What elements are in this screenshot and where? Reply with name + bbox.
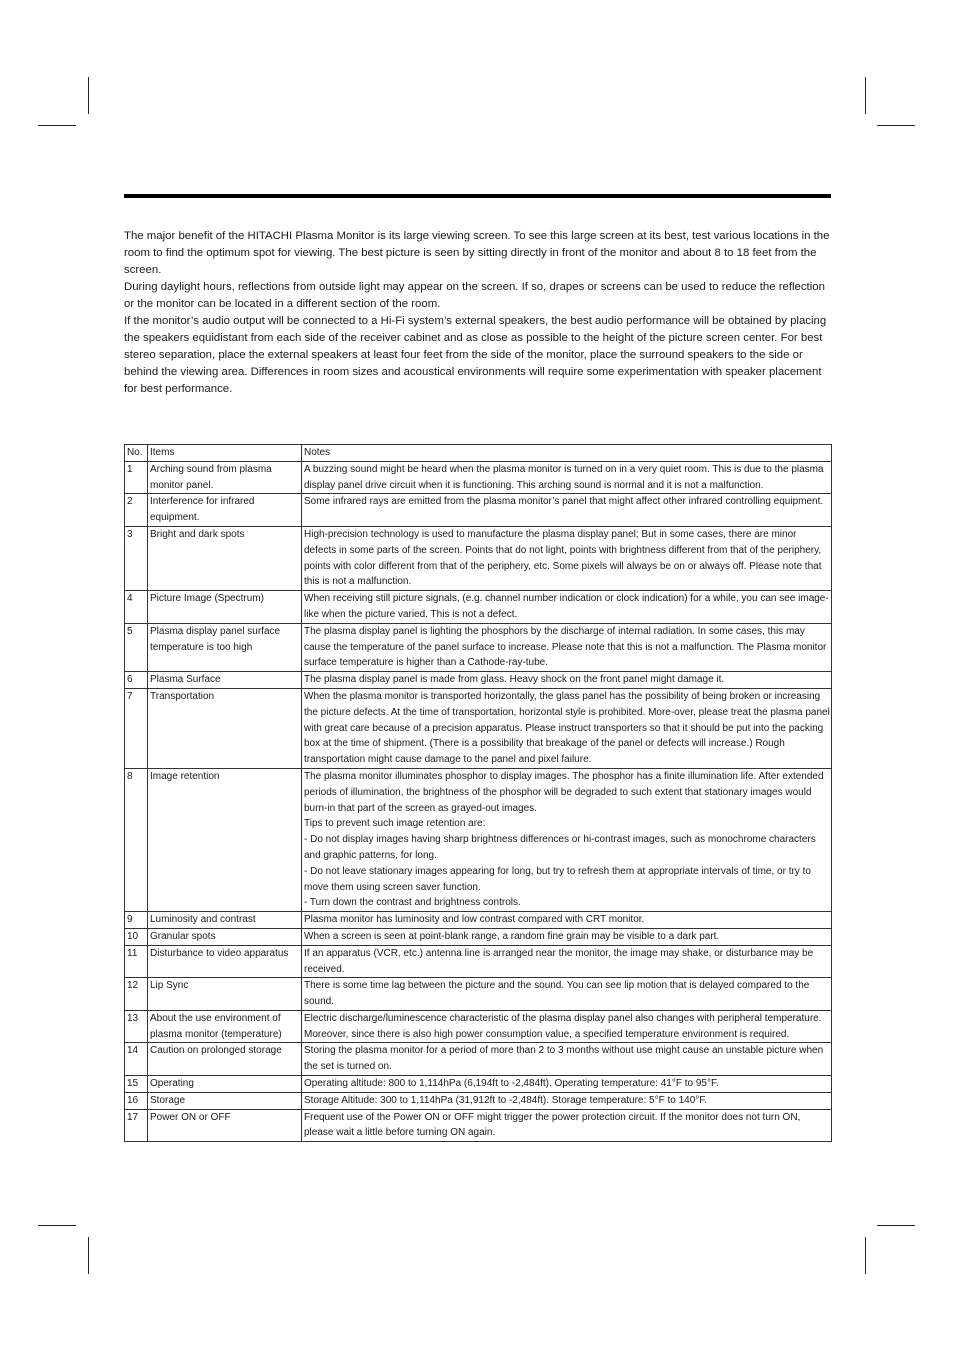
row-notes	[302, 912, 832, 929]
row-notes	[302, 768, 832, 911]
note-line: Frequent use of the Power ON or OFF might trigger the power protection circuit. If the monitor does not turn ON, please wait a little before turning ON again.	[304, 1111, 801, 1139]
table-row	[125, 461, 832, 494]
table-row	[125, 688, 832, 768]
row-notes	[302, 945, 832, 978]
note-line: When a screen is seen at point-blank range, a random fine grain may be visible to a dark part.	[304, 930, 720, 942]
column-header-notes: Notes	[302, 445, 832, 462]
row-item: Plasma Surface	[148, 672, 302, 689]
crop-mark	[877, 125, 915, 126]
row-number: 5	[125, 623, 148, 671]
row-number: 7	[125, 688, 148, 768]
table-header-row	[125, 445, 832, 462]
row-item: Operating	[148, 1076, 302, 1093]
row-number: 3	[125, 526, 148, 590]
crop-mark	[865, 77, 866, 114]
crop-mark	[38, 125, 76, 126]
note-line: Tips to prevent such image retention are:	[304, 818, 486, 830]
table-row	[125, 768, 832, 911]
row-item: Interference for infrared equipment.	[148, 494, 302, 527]
row-notes	[302, 1092, 832, 1109]
intro-paragraph: The major benefit of the HITACHI Plasma Monitor is its large viewing screen. To see this large screen at its best, test various locations in the room to find the optimum spot for viewing. The best picture is seen by sitting directly in front of the monitor and about 8 to 18 feet from the screen.	[124, 230, 830, 276]
table-row	[125, 1076, 832, 1093]
row-notes	[302, 1043, 832, 1076]
note-line: High-precision technology is used to manufacture the plasma display panel; But in some cases, there are minor defects in some parts of the screen. Points that do not light, points with brightness different from that of the periphery, points with color different from that of the periphery, etc. Some pixels will always be on or always off. Please note that this is not a malfunction.	[304, 528, 822, 588]
row-notes	[302, 978, 832, 1011]
row-notes	[302, 672, 832, 689]
row-number: 15	[125, 1076, 148, 1093]
row-notes	[302, 928, 832, 945]
row-item: Disturbance to video apparatus	[148, 945, 302, 978]
row-number: 10	[125, 928, 148, 945]
table-row	[125, 1043, 832, 1076]
row-item: Lip Sync	[148, 978, 302, 1011]
intro-paragraph: If the monitor’s audio output will be connected to a Hi-Fi system’s external speakers, the best audio performance will be obtained by placing the speakers equidistant from each side of the receiver cabinet and as close as possible to the height of the picture screen center. For best stereo separation, place the external speakers at least four feet from the side of the monitor, place the surround speakers to the side or behind the viewing area. Differences in room sizes and acoustical environments will require some experimentation with speaker placement for best performance.	[124, 315, 827, 395]
row-number: 8	[125, 768, 148, 911]
row-notes	[302, 1010, 832, 1043]
row-number: 12	[125, 978, 148, 1011]
note-line: - Do not leave stationary images appearing for long, but try to refresh them at appropriate intervals of time, or try to move them using screen saver function.	[304, 865, 811, 893]
table-row	[125, 1010, 832, 1043]
row-item: About the use environment of plasma monitor (temperature)	[148, 1010, 302, 1043]
column-header-items: Items	[148, 445, 302, 462]
row-item: Storage	[148, 1092, 302, 1109]
row-notes	[302, 1109, 832, 1142]
note-line: - Turn down the contrast and brightness controls.	[304, 897, 521, 909]
row-item: Arching sound from plasma monitor panel.	[148, 461, 302, 494]
table-row	[125, 623, 832, 671]
row-number: 9	[125, 912, 148, 929]
intro-paragraph: During daylight hours, reflections from outside light may appear on the screen. If so, drapes or screens can be used to reduce the reflection or the monitor can be located in a different section of the room.	[124, 281, 825, 310]
note-line: Plasma monitor has luminosity and low contrast compared with CRT monitor.	[304, 914, 645, 926]
row-notes	[302, 591, 832, 624]
row-notes	[302, 461, 832, 494]
note-line: The plasma display panel is lighting the phosphors by the discharge of internal radiation. In some cases, this may cause the temperature of the panel surface to increase. Please note that this is not a malfunction. The Plasma monitor surface temperature is higher than a Cathode-ray-tube.	[304, 625, 827, 669]
crop-mark	[88, 1237, 89, 1274]
row-item: Luminosity and contrast	[148, 912, 302, 929]
note-line: Some infrared rays are emitted from the plasma monitor’s panel that might affect other infrared controlling equipment.	[304, 496, 824, 508]
table-row	[125, 1092, 832, 1109]
row-notes	[302, 494, 832, 527]
crop-mark	[877, 1225, 915, 1226]
row-item: Bright and dark spots	[148, 526, 302, 590]
row-item: Transportation	[148, 688, 302, 768]
row-item: Image retention	[148, 768, 302, 911]
note-line: The plasma display panel is made from glass. Heavy shock on the front panel might damage it.	[304, 674, 725, 686]
note-line: Storing the plasma monitor for a period of more than 2 to 3 months without use might cause an unstable picture when the set is turned on.	[304, 1045, 824, 1073]
column-header-no: No.	[125, 445, 148, 462]
row-number: 17	[125, 1109, 148, 1142]
row-number: 1	[125, 461, 148, 494]
note-line: A buzzing sound might be heard when the plasma monitor is turned on in a very quiet room. This is due to the plasma display panel drive circuit when it is functioning. This arching sound is normal and it is not a malfunction.	[304, 463, 824, 491]
row-notes	[302, 623, 832, 671]
note-line: When receiving still picture signals, (e.g. channel number indication or clock indication) for a while, you can see image-like when the picture varied. This is not a defect.	[304, 593, 829, 620]
table-row	[125, 672, 832, 689]
note-line: Electric discharge/luminescence characteristic of the plasma display panel also changes with peripheral temperature. Moreover, since there is also high power consumption value, a specified temperature environment is required.	[304, 1012, 822, 1040]
row-item: Granular spots	[148, 928, 302, 945]
row-number: 4	[125, 591, 148, 624]
table-row	[125, 1109, 832, 1142]
row-item: Caution on prolonged storage	[148, 1043, 302, 1076]
row-number: 16	[125, 1092, 148, 1109]
header-rule	[124, 194, 831, 198]
table-row	[125, 591, 832, 624]
crop-mark	[865, 1237, 866, 1274]
row-number: 6	[125, 672, 148, 689]
crop-mark	[88, 77, 89, 114]
note-line: Operating altitude: 800 to 1,114hPa (6,194ft to -2,484ft). Operating temperature: 41°F to 95°F.	[304, 1078, 719, 1090]
table-row	[125, 945, 832, 978]
table-row	[125, 526, 832, 590]
note-line: Storage Altitude: 300 to 1,114hPa (31,912ft to -2,484ft). Storage temperature: 5°F to 140°F.	[304, 1094, 708, 1106]
row-item: Picture Image (Spectrum)	[148, 591, 302, 624]
row-number: 14	[125, 1043, 148, 1076]
table-row	[125, 978, 832, 1011]
notes-table	[124, 444, 832, 1142]
row-notes	[302, 1076, 832, 1093]
row-notes	[302, 526, 832, 590]
note-line: The plasma monitor illuminates phosphor to display images. The phosphor has a finite illumination life. After extended periods of illumination, the brightness of the phosphor will be degraded to such extent that stationary images would burn-in that part of the screen as grayed-out images.	[304, 770, 824, 814]
note-line: There is some time lag between the picture and the sound. You can see lip motion that is delayed compared to the sound.	[304, 980, 810, 1008]
row-notes	[302, 688, 832, 768]
note-line: When the plasma monitor is transported horizontally, the glass panel has the possibility of being broken or increasing the picture defects. At the time of transportation, horizontal style is prohibited. More-over, please treat the plasma panel with great care because of a precision apparatus. Please instruct transporters so that it should be put into the packing box at the time of shipment. (There is a possibility that breakage of the panel or defects will increase.) Rough transportation might cause damage to the panel and pixel failure.	[304, 690, 830, 766]
table-row	[125, 912, 832, 929]
table-row	[125, 494, 832, 527]
crop-mark	[38, 1225, 76, 1226]
note-line: If an apparatus (VCR, etc.) antenna line is arranged near the monitor, the image may shake, or disturbance may be received.	[304, 947, 814, 975]
row-item: Power ON or OFF	[148, 1109, 302, 1142]
row-item: Plasma display panel surface temperature is too high	[148, 623, 302, 671]
row-number: 11	[125, 945, 148, 978]
table-body	[125, 461, 832, 1141]
row-number: 2	[125, 494, 148, 527]
intro-text	[124, 228, 831, 398]
table-row	[125, 928, 832, 945]
note-line: - Do not display images having sharp brightness differences or hi-contrast images, such as monochrome characters and graphic patterns, for long.	[304, 834, 816, 861]
row-number: 13	[125, 1010, 148, 1043]
